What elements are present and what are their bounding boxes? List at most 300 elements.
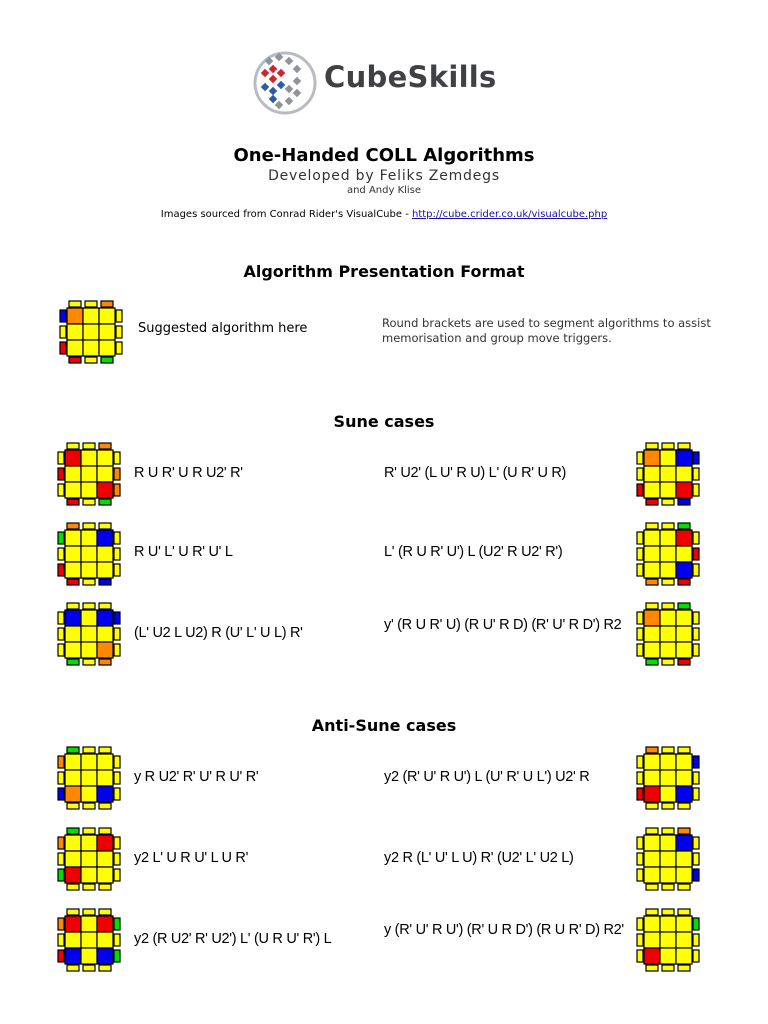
cube-sticker [97,851,113,867]
cube-sticker [65,867,81,883]
cube-sticker [676,770,692,786]
developer-credit: Developed by Feliks Zemdegs [268,168,500,184]
cube-sticker [676,482,692,498]
cube-sticker [81,610,97,626]
sune-case-2-left-diagram [53,518,125,590]
cube-sticker [644,562,660,578]
cube-side-sticker-right [114,788,120,800]
cube-sticker [65,770,81,786]
cube-sticker [65,450,81,466]
cube-sticker [97,482,113,498]
cube-sticker [67,340,83,356]
cube-side-sticker-top [99,828,111,834]
page-title: One-Handed COLL Algorithms [233,145,535,166]
cube-side-sticker-left [637,532,643,544]
sune-1-right-algorithm: R' U2' (L U' R U) L' (U R' U R) [384,465,567,481]
cube-side-sticker-top [67,603,79,609]
cube-side-sticker-left [637,869,643,881]
cube-sticker [644,770,660,786]
cube-sticker [644,786,660,802]
cube-side-sticker-left [60,310,66,322]
cube-sticker [81,916,97,932]
cube-side-sticker-top [678,523,690,529]
cube-sticker [81,562,97,578]
cube-sticker [81,770,97,786]
cube-side-sticker-left [58,934,64,946]
cube-side-sticker-bottom [662,965,674,971]
cube-side-sticker-right [114,484,120,496]
cube-side-sticker-bottom [83,884,95,890]
cube-side-sticker-left [58,788,64,800]
sune-2-left-algorithm: R U' L' U R' U' L [134,544,233,560]
cube-side-sticker-bottom [662,659,674,665]
cube-sticker [676,835,692,851]
cube-sticker [97,786,113,802]
cube-side-sticker-left [637,918,643,930]
cube-sticker [660,530,676,546]
cube-side-sticker-left [637,772,643,784]
cube-sticker [676,867,692,883]
logo-cube-icon [255,53,315,113]
cube-side-sticker-top [99,747,111,753]
cube-sticker [83,340,99,356]
cube-side-sticker-top [646,443,658,449]
cube-sticker [81,482,97,498]
cube-sticker [660,562,676,578]
cube-side-sticker-right [693,950,699,962]
cube-sticker [676,530,692,546]
antisune-case-1-right-diagram [632,742,704,814]
cube-side-sticker-bottom [662,803,674,809]
cube-sticker [81,546,97,562]
cube-sticker [81,530,97,546]
cube-side-sticker-bottom [99,803,111,809]
antisune-case-3-left-diagram [53,904,125,976]
cube-sticker [644,867,660,883]
cube-sticker [81,450,97,466]
cube-sticker [676,450,692,466]
cube-sticker [660,610,676,626]
image-source-note [0,209,768,220]
cube-side-sticker-left [60,342,66,354]
cube-sticker [65,948,81,964]
cube-side-sticker-bottom [99,579,111,585]
cube-side-sticker-top [83,443,95,449]
cube-side-sticker-right [116,310,122,322]
antisune-case-3-right-diagram [632,904,704,976]
cube-side-sticker-bottom [83,499,95,505]
cube-sticker [660,466,676,482]
cube-side-sticker-top [678,828,690,834]
cube-side-sticker-top [69,301,81,307]
cube-side-sticker-bottom [678,803,690,809]
cube-side-sticker-bottom [678,579,690,585]
cube-side-sticker-bottom [678,499,690,505]
cube-sticker [676,948,692,964]
cube-side-sticker-right [114,612,120,624]
cube-sticker [97,530,113,546]
cube-sticker [644,932,660,948]
cube-sticker [65,754,81,770]
sune-case-3-left-diagram [53,598,125,670]
cube-sticker [676,610,692,626]
cube-sticker [660,916,676,932]
cube-sticker [97,626,113,642]
cube-side-sticker-bottom [646,499,658,505]
cube-side-sticker-right [693,756,699,768]
cube-side-sticker-top [99,523,111,529]
cube-side-sticker-top [646,523,658,529]
cube-side-sticker-bottom [67,803,79,809]
cube-sticker [676,932,692,948]
cube-side-sticker-right [693,612,699,624]
cube-side-sticker-right [693,772,699,784]
cube-sticker [644,466,660,482]
cube-side-sticker-top [99,443,111,449]
cube-side-sticker-left [637,644,643,656]
cube-side-sticker-left [637,548,643,560]
cube-sticker [65,626,81,642]
cube-sticker [65,610,81,626]
cube-side-sticker-right [116,326,122,338]
antisune-1-left-algorithm: y R U2' R' U' R U' R' [134,769,259,785]
cube-side-sticker-right [114,853,120,865]
antisune-3-right-algorithm: y (R' U' R U') (R' U R D') (R U R' D) R2' [384,922,624,938]
cube-sticker [97,948,113,964]
cube-sticker [660,770,676,786]
cube-sticker [644,626,660,642]
cube-side-sticker-bottom [67,884,79,890]
cube-sticker [65,786,81,802]
cube-side-sticker-right [693,837,699,849]
cube-sticker [660,786,676,802]
cube-side-sticker-left [637,612,643,624]
cube-side-sticker-bottom [646,965,658,971]
cube-side-sticker-top [662,828,674,834]
cube-sticker [65,851,81,867]
cube-sticker [97,450,113,466]
cube-sticker [676,851,692,867]
cube-side-sticker-left [58,468,64,480]
cube-side-sticker-top [83,747,95,753]
cube-sticker [676,562,692,578]
cube-sticker [660,626,676,642]
visualcube-link[interactable]: http://cube.crider.co.uk/visualcube.php [411,209,608,220]
cube-side-sticker-bottom [662,579,674,585]
cube-side-sticker-left [58,756,64,768]
cube-sticker [644,754,660,770]
antisune-case-1-left-diagram [53,742,125,814]
cube-sticker [644,610,660,626]
sune-heading: Sune cases [333,412,435,431]
cube-side-sticker-left [58,532,64,544]
format-cube-diagram [55,296,127,368]
sune-2-right-algorithm: L' (R U R' U') L (U2' R U2' R') [384,544,563,560]
cube-side-sticker-left [60,326,66,338]
cube-side-sticker-top [662,603,674,609]
cube-side-sticker-top [646,909,658,915]
cube-side-sticker-right [693,468,699,480]
cube-side-sticker-right [114,934,120,946]
cube-side-sticker-top [646,603,658,609]
sune-1-left-algorithm: R U R' U R U2' R' [134,465,243,481]
cube-side-sticker-top [678,747,690,753]
cube-side-sticker-bottom [69,357,81,363]
cube-sticker [660,482,676,498]
cube-sticker [99,340,115,356]
cube-side-sticker-bottom [99,965,111,971]
cube-sticker [99,324,115,340]
cube-side-sticker-left [637,950,643,962]
cube-side-sticker-bottom [662,499,674,505]
cube-side-sticker-bottom [662,884,674,890]
cube-side-sticker-left [637,468,643,480]
cube-sticker [97,546,113,562]
cube-sticker [676,626,692,642]
cube-side-sticker-right [114,564,120,576]
cube-sticker [660,754,676,770]
cube-side-sticker-right [693,918,699,930]
cube-sticker [660,948,676,964]
cube-side-sticker-right [693,452,699,464]
sune-case-1-right-diagram [632,438,704,510]
cube-side-sticker-right [114,452,120,464]
cube-sticker [644,642,660,658]
cube-side-sticker-top [646,828,658,834]
cube-side-sticker-bottom [83,803,95,809]
cube-sticker [660,851,676,867]
cube-sticker [81,786,97,802]
cube-side-sticker-top [662,523,674,529]
cube-side-sticker-left [637,853,643,865]
cube-side-sticker-left [58,564,64,576]
cube-side-sticker-bottom [99,884,111,890]
cube-side-sticker-left [58,548,64,560]
suggested-algorithm-label: Suggested algorithm here [138,321,308,336]
cube-side-sticker-left [58,853,64,865]
cube-sticker [644,530,660,546]
cube-side-sticker-left [637,934,643,946]
cube-side-sticker-bottom [83,659,95,665]
cube-side-sticker-bottom [646,659,658,665]
cube-sticker [65,546,81,562]
cube-side-sticker-right [693,548,699,560]
cube-side-sticker-top [101,301,113,307]
cube-sticker [660,867,676,883]
cube-sticker [81,835,97,851]
cube-side-sticker-left [637,837,643,849]
cube-sticker [676,916,692,932]
cube-side-sticker-bottom [99,659,111,665]
cube-sticker [65,562,81,578]
cube-side-sticker-bottom [67,579,79,585]
cube-side-sticker-right [114,532,120,544]
cube-side-sticker-bottom [678,884,690,890]
cube-side-sticker-left [637,564,643,576]
antisune-case-2-left-diagram [53,823,125,895]
cube-sticker [676,754,692,770]
cube-sticker [660,642,676,658]
cube-side-sticker-top [662,909,674,915]
cube-sticker [644,835,660,851]
cube-side-sticker-left [58,484,64,496]
cube-side-sticker-left [637,756,643,768]
cube-sticker [676,786,692,802]
cube-sticker [81,867,97,883]
cube-side-sticker-left [58,628,64,640]
cube-sticker [97,754,113,770]
cube-side-sticker-bottom [646,803,658,809]
cube-side-sticker-top [83,523,95,529]
cube-side-sticker-left [637,452,643,464]
cube-side-sticker-left [58,644,64,656]
cube-side-sticker-left [58,452,64,464]
sune-case-2-right-diagram [632,518,704,590]
cube-side-sticker-left [58,772,64,784]
cube-sticker [676,642,692,658]
cube-side-sticker-right [114,918,120,930]
antisune-case-2-right-diagram [632,823,704,895]
cube-side-sticker-left [58,837,64,849]
cube-side-sticker-top [83,828,95,834]
brand-name: CubeSkills [324,60,497,94]
cube-sticker [65,482,81,498]
cube-side-sticker-right [114,468,120,480]
cube-side-sticker-right [114,772,120,784]
cube-side-sticker-right [114,837,120,849]
cube-side-sticker-top [67,828,79,834]
cube-side-sticker-top [662,747,674,753]
cube-sticker [97,835,113,851]
cube-side-sticker-top [67,909,79,915]
cube-side-sticker-right [116,342,122,354]
cube-side-sticker-bottom [101,357,113,363]
cube-sticker [644,450,660,466]
cube-sticker [644,948,660,964]
cube-side-sticker-top [678,603,690,609]
antisune-3-left-algorithm: y2 (R U2' R' U2') L' (U R U' R') L [134,931,332,947]
cube-side-sticker-bottom [678,965,690,971]
cube-side-sticker-left [637,628,643,640]
cube-side-sticker-bottom [646,579,658,585]
cube-side-sticker-bottom [678,659,690,665]
cube-sticker [99,308,115,324]
cube-side-sticker-bottom [99,499,111,505]
cube-side-sticker-top [85,301,97,307]
cube-sticker [97,610,113,626]
cube-side-sticker-top [662,443,674,449]
cube-sticker [81,851,97,867]
cube-sticker [65,932,81,948]
cube-side-sticker-bottom [67,499,79,505]
cube-side-sticker-right [114,644,120,656]
cube-side-sticker-left [58,918,64,930]
co-developer-credit: and Andy Klise [346,185,422,196]
cube-sticker [97,642,113,658]
cube-sticker [65,530,81,546]
cube-side-sticker-right [114,548,120,560]
antisune-1-right-algorithm: y2 (R' U' R U') L (U' R' U L') U2' R [384,769,590,785]
cube-sticker [660,932,676,948]
cube-sticker [676,546,692,562]
cube-sticker [67,324,83,340]
cube-sticker [65,835,81,851]
cube-side-sticker-right [693,628,699,640]
cube-sticker [644,482,660,498]
cube-side-sticker-right [114,950,120,962]
antisune-heading: Anti-Sune cases [311,716,457,735]
cube-sticker [65,642,81,658]
cube-side-sticker-left [637,484,643,496]
cube-side-sticker-top [67,443,79,449]
cube-sticker [97,916,113,932]
sune-case-3-right-diagram [632,598,704,670]
cube-side-sticker-right [693,788,699,800]
cube-sticker [65,916,81,932]
sune-3-left-algorithm: (L' U2 L U2) R (U' L' U L) R' [134,625,303,641]
cube-side-sticker-top [67,523,79,529]
cube-side-sticker-left [58,950,64,962]
cube-sticker [81,948,97,964]
cube-sticker [81,626,97,642]
cube-sticker [644,851,660,867]
cube-side-sticker-right [693,564,699,576]
cube-side-sticker-right [693,484,699,496]
cube-side-sticker-bottom [67,965,79,971]
cube-sticker [660,546,676,562]
cube-side-sticker-top [83,909,95,915]
cube-sticker [81,754,97,770]
cube-side-sticker-bottom [83,579,95,585]
cube-sticker [97,466,113,482]
cube-sticker [660,450,676,466]
sune-case-1-left-diagram [53,438,125,510]
cube-side-sticker-top [99,603,111,609]
source-prefix: Images sourced from Conrad Rider's VisualCube - [160,209,412,220]
cube-sticker [65,466,81,482]
cube-sticker [81,642,97,658]
cube-sticker [83,324,99,340]
cube-sticker [644,546,660,562]
cube-side-sticker-top [646,747,658,753]
cube-side-sticker-right [693,644,699,656]
cube-side-sticker-top [83,603,95,609]
cube-side-sticker-bottom [83,965,95,971]
cube-side-sticker-right [114,628,120,640]
antisune-2-right-algorithm: y2 R (L' U' L U) R' (U2' L' U2 L) [384,850,574,866]
cube-sticker [676,466,692,482]
cube-side-sticker-top [678,443,690,449]
cube-sticker [81,466,97,482]
cube-sticker [97,562,113,578]
cube-side-sticker-left [637,788,643,800]
cube-side-sticker-right [693,934,699,946]
cube-side-sticker-right [114,756,120,768]
cube-sticker [97,932,113,948]
cube-sticker [81,932,97,948]
cube-sticker [644,916,660,932]
cube-sticker [97,867,113,883]
cube-side-sticker-top [678,909,690,915]
format-heading: Algorithm Presentation Format [243,262,525,281]
cube-sticker [97,770,113,786]
cube-side-sticker-left [58,612,64,624]
cube-side-sticker-right [693,869,699,881]
cube-sticker [67,308,83,324]
cube-sticker [83,308,99,324]
cube-side-sticker-top [67,747,79,753]
cube-side-sticker-bottom [646,884,658,890]
